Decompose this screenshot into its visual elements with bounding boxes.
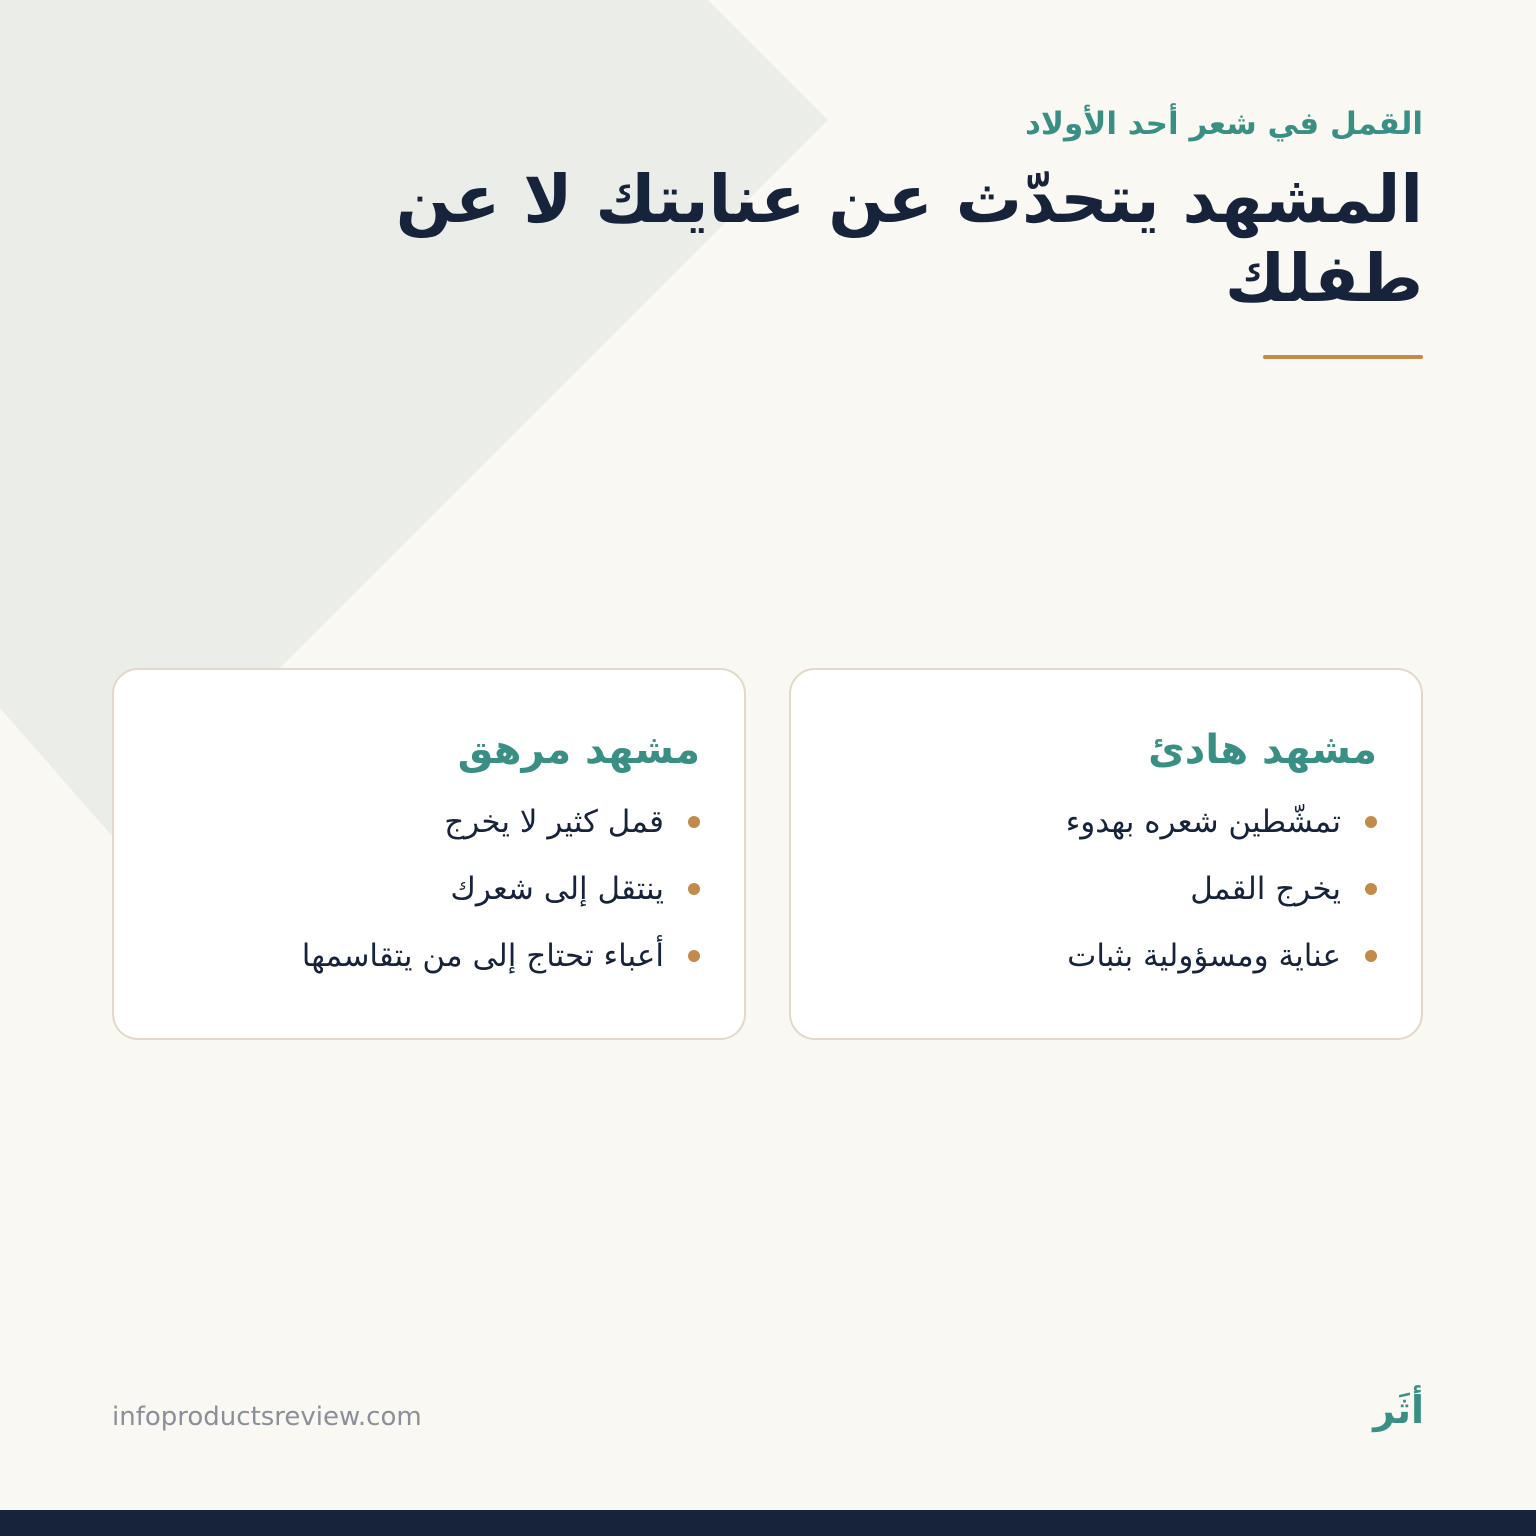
calm-scene-title: مشهد هادئ xyxy=(1148,727,1377,773)
list-item xyxy=(835,788,1377,855)
list-item-text: تمشّطين شعره بهدوء xyxy=(1065,803,1341,840)
list-item xyxy=(835,922,1377,989)
list-item xyxy=(158,788,700,855)
list-item xyxy=(158,855,700,922)
bullet-dot-icon xyxy=(1365,883,1377,895)
bullet-dot-icon xyxy=(688,950,700,962)
calm-scene-list xyxy=(835,788,1377,989)
list-item xyxy=(835,855,1377,922)
footer-website-url: infoproductsreview.com xyxy=(112,1402,422,1432)
bottom-bar xyxy=(0,1510,1536,1536)
list-item-text: ينتقل إلى شعرك xyxy=(450,870,664,907)
tiring-scene-list xyxy=(158,788,700,989)
page-title: المشهد يتحدّث عن عنايتك لا عن طفلك xyxy=(395,161,1423,318)
list-item-text: أعباء تحتاج إلى من يتقاسمها xyxy=(301,937,664,974)
brand-logo: أثَر xyxy=(1373,1388,1424,1432)
bullet-dot-icon xyxy=(688,816,700,828)
list-item xyxy=(158,922,700,989)
list-item-text: قمل كثير لا يخرج xyxy=(444,803,664,840)
list-item-text: عناية ومسؤولية بثبات xyxy=(1067,937,1341,974)
tiring-scene-card xyxy=(112,668,746,1040)
list-item-text: يخرج القمل xyxy=(1190,870,1341,907)
calm-scene-card xyxy=(789,668,1423,1040)
bullet-dot-icon xyxy=(1365,816,1377,828)
tiring-scene-title: مشهد مرهق xyxy=(457,727,700,773)
title-underline xyxy=(1263,355,1423,359)
bullet-dot-icon xyxy=(688,883,700,895)
bullet-dot-icon xyxy=(1365,950,1377,962)
header xyxy=(223,104,1423,359)
eyebrow-subtitle: القمل في شعر أحد الأولاد xyxy=(1025,106,1423,142)
